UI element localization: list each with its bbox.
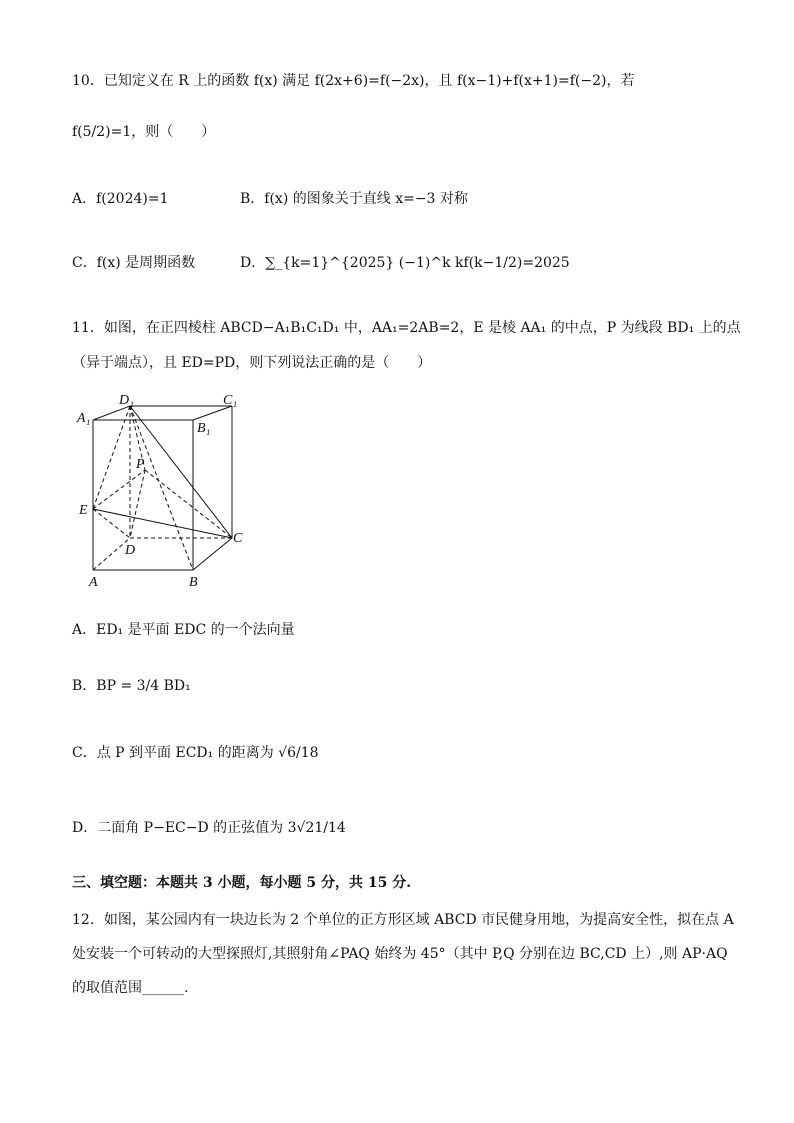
q11-option-b bbox=[72, 676, 191, 696]
q12-line1-text: 12．如图，某公园内有一块边长为 2 个单位的正方形区域 ABCD 市民健身用地，为提高安全性，拟在点 A bbox=[72, 912, 734, 928]
q12-line3-text: 的取值范围______. bbox=[72, 980, 189, 996]
q11-option-b-text: B．BP = 3/4 BD₁ bbox=[72, 678, 191, 694]
q10-option-c-text: C．f(x) 是周期函数 bbox=[72, 255, 196, 271]
label-d: D bbox=[125, 543, 136, 558]
q11-stem-line2-text: （异于端点），且 ED=PD，则下列说法正确的是（ ） bbox=[72, 355, 432, 371]
q10-option-a bbox=[72, 189, 168, 209]
q11-stem-line1 bbox=[72, 318, 741, 338]
q10-option-a-text: A．f(2024)=1 bbox=[72, 191, 169, 207]
q12-line2-text: 处安装一个可转动的大型探照灯,其照射角∠PAQ 始终为 45°（其中 P,Q 分别在边 BC,CD 上）,则 AP·AQ bbox=[72, 946, 728, 962]
label-a1: A₁ bbox=[77, 411, 91, 426]
label-e: E bbox=[79, 503, 88, 518]
section3-heading-text: 三、填空题：本题共 3 小题，每小题 5 分，共 15 分. bbox=[72, 875, 412, 891]
q12-line2 bbox=[72, 944, 728, 964]
q10-stem-line1 bbox=[72, 71, 634, 91]
q11-stem-line2 bbox=[72, 353, 431, 373]
q10-stem-line2-text: f(5/2)=1，则（ ） bbox=[72, 124, 216, 140]
q11-option-a bbox=[72, 620, 295, 640]
label-b: B bbox=[189, 575, 198, 590]
q12-line3 bbox=[72, 978, 188, 998]
label-p: P bbox=[136, 457, 145, 472]
label-d1: D₁ bbox=[119, 393, 134, 408]
q10-option-c bbox=[72, 253, 195, 273]
label-a: A bbox=[89, 575, 98, 590]
q11-option-c-text: C．点 P 到平面 ECD₁ 的距离为 √6/18 bbox=[72, 745, 319, 761]
q10-option-d bbox=[240, 253, 570, 273]
q11-option-c bbox=[72, 743, 319, 763]
label-c1: C₁ bbox=[223, 393, 238, 408]
q12-line1 bbox=[72, 910, 734, 930]
q10-stem-line2 bbox=[72, 122, 215, 142]
prism-figure bbox=[75, 392, 255, 592]
q10-stem-line1-text: 10．已知定义在 R 上的函数 f(x) 满足 f(2x+6)=f(−2x)，且 f(x−1)+f(x+1)=f(−2)，若 bbox=[72, 73, 635, 89]
q10-option-b-text: B．f(x) 的图象关于直线 x=−3 对称 bbox=[240, 191, 468, 207]
q10-option-b bbox=[240, 189, 468, 209]
section3-heading bbox=[72, 873, 411, 893]
q10-option-d-text: D．∑_{k=1}^{2025} (−1)^k kf(k−1/2)=2025 bbox=[240, 255, 570, 271]
q11-option-a-text: A．ED₁ 是平面 EDC 的一个法向量 bbox=[72, 622, 295, 638]
q11-option-d bbox=[72, 818, 346, 838]
q11-stem-line1-text: 11．如图，在正四棱柱 ABCD−A₁B₁C₁D₁ 中，AA₁=2AB=2，E 是棱 AA₁ 的中点，P 为线段 BD₁ 上的点 bbox=[72, 320, 741, 336]
label-b1: B₁ bbox=[197, 421, 211, 436]
q11-option-d-text: D．二面角 P−EC−D 的正弦值为 3√21/14 bbox=[72, 820, 346, 836]
label-c: C bbox=[233, 531, 243, 546]
